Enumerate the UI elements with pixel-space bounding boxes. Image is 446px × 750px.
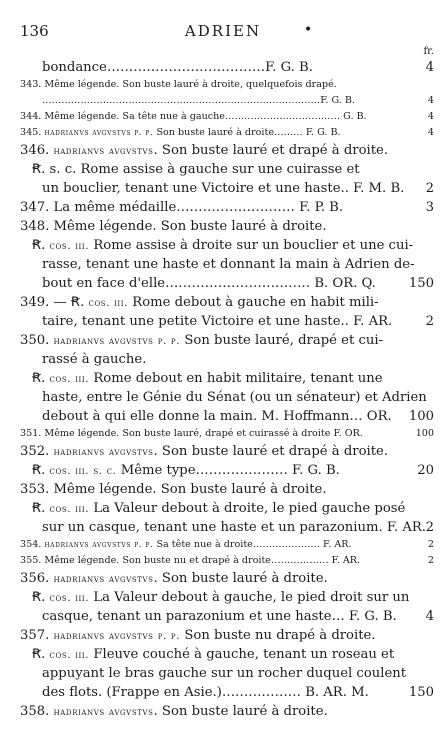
legend-small-caps: p. p. [134,540,154,550]
entry-line [0,350,446,369]
legend-small-caps: avgvstvs [92,540,132,550]
entry-text: 343. Même légende. Son buste lauré à droite, quelquefois drapé. [20,79,337,90]
entry-text: 356. hadrianvs avgvstvs. Son buste lauré à droite. [20,571,328,586]
entry-text: 350. hadrianvs avgvstvs p. p. Son buste lauré, drapé et cui- [20,333,383,348]
legend-small-caps: p. p. [134,128,154,138]
catalogue-entry [0,537,446,553]
entry-line [0,255,446,274]
entry-text: 353. Même légende. Son buste lauré à droite. [20,482,327,497]
price-value: 3 [425,200,434,215]
legend-small-caps: avgvstvs [109,446,154,458]
entry-text: bondance………………………………F. G. B. [42,60,313,75]
legend-small-caps: hadrianvs [53,446,105,458]
legend-small-caps: p. p. [157,335,181,347]
entry-line [0,588,446,607]
legend-small-caps: hadrianvs [53,573,105,585]
catalogue-entry [0,58,446,77]
legend-small-caps: avgvstvs [109,573,154,585]
legend-small-caps: cos. iii. [88,297,129,309]
entry-line [0,569,446,588]
entry-text: Ꞧ. cos. iii. La Valeur debout à gauche, le pied droit sur un [32,590,410,605]
entry-line [0,499,446,518]
entry-line [0,160,446,179]
entry-line [0,388,446,407]
catalogue-entry [0,236,446,293]
entry-line [0,645,446,664]
entry-text: taire, tenant une petite Victoire et une haste.. F. AR. [42,314,393,329]
legend-small-caps: avgvstvs [109,145,154,157]
entry-line [0,607,446,626]
legend-small-caps: cos. iii. [49,649,90,661]
entry-text: bout en face d'elle…………………………… B. OR. Q. [42,276,376,291]
legend-small-caps: hadrianvs [44,540,90,550]
price-value: 20 [417,463,434,478]
legend-small-caps: hadrianvs [53,335,105,347]
legend-small-caps: avgvstvs [109,630,154,642]
legend-small-caps: hadrianvs [53,630,105,642]
entry-text: 355. Même légende. Son buste nu et drapé à droite……………… F. AR. [20,555,361,566]
entry-text: rasse, tenant une haste et donnant la main à Adrien de- [42,257,415,272]
legend-small-caps: hadrianvs [53,706,105,718]
catalogue-entry [0,77,446,109]
entry-text: 354. hadrianvs avgvstvs p. p. Sa tête nue à droite………………… F. AR. [20,539,352,550]
entry-line [0,626,446,645]
entry-text: 351. Même légende. Son buste lauré, drapé et cuirassé à droite F. OR. [20,428,363,439]
price-value: 100 [415,428,434,439]
price-value: 2 [425,520,434,535]
catalogue-entry [0,331,446,369]
entry-line [0,702,446,721]
price-value: 2 [425,181,434,196]
price-value: 4 [427,127,434,138]
catalogue-entry [0,645,446,702]
catalogue-entry [0,569,446,588]
price-value: 150 [408,685,434,700]
entry-line [0,461,446,480]
running-title: ADRIEN [184,22,262,40]
legend-small-caps: avgvstvs [92,128,132,138]
catalogue-entry [0,125,446,141]
entry-text: sur un casque, tenant une haste et un parazonium. F. AR. [42,520,426,535]
ornament-mark: • [304,22,313,38]
entry-text: 349. — Ꞧ. cos. iii. Rome debout à gauche en habit mili- [20,295,379,310]
entry-text: Ꞧ. cos. iii. Fleuve couché à gauche, tenant un roseau et [32,647,395,662]
entry-line [0,293,446,312]
entry-text: 345. hadrianvs avgvstvs p. p. Son buste lauré à droite……… F. G. B. [20,127,341,138]
entry-line [0,312,446,331]
entry-line [0,518,446,537]
legend-small-caps: cos. iii. [49,240,90,252]
catalogue-entry [0,461,446,480]
entry-text: 352. hadrianvs avgvstvs. Son buste lauré et drapé à droite. [20,444,389,459]
entry-text: 357. hadrianvs avgvstvs p. p. Son buste nu drapé à droite. [20,628,376,643]
price-value: 4 [427,111,434,122]
catalogue-entry [0,141,446,160]
entry-text: 346. hadrianvs avgvstvs. Son buste lauré et drapé à droite. [20,143,389,158]
price-value: 150 [408,276,434,291]
legend-small-caps: cos. iii. [49,503,90,515]
catalogue-entry [0,293,446,331]
catalogue-entry [0,499,446,537]
entry-line [0,664,446,683]
price-value: 2 [425,314,434,329]
catalogue-entry [0,702,446,721]
price-value: 4 [425,609,434,624]
entry-text: Ꞧ. cos. iii. Rome assise à droite sur un bouclier et une cui- [32,238,414,253]
price-value: 4 [427,95,434,106]
entry-text: appuyant le bras gauche sur un rocher duquel coulent [42,666,407,681]
catalogue-entry [0,426,446,442]
legend-small-caps: avgvstvs [109,335,154,347]
entry-text: 348. Même légende. Son buste lauré à droite. [20,219,327,234]
entry-text: rassé à gauche. [42,352,147,367]
legend-small-caps: avgvstvs [109,706,154,718]
catalogue-entry [0,553,446,569]
entry-line [0,141,446,160]
legend-small-caps: hadrianvs [53,145,105,157]
entry-text: ……………………………………………………………………………F. G. B. [42,95,355,106]
page-number: 136 [20,22,49,40]
entry-line [0,179,446,198]
legend-small-caps: cos. iii. [49,592,90,604]
entry-text: Ꞧ. cos. iii. s. c. Même type………………… F. G. B. [32,463,340,478]
entry-line [0,217,446,236]
entry-line [0,236,446,255]
entry-line [0,93,446,109]
price-value: 2 [427,539,434,550]
entry-line [0,480,446,499]
catalogue-entry [0,198,446,217]
entry-text: 344. Même légende. Sa tête nue à gauche……………………………… G. B. [20,111,367,122]
entry-line [0,407,446,426]
entry-text: casque, tenant un parazonium et une haste… F. G. B. [42,609,397,624]
legend-small-caps: cos. iii. [49,465,90,477]
entry-text: 347. La même médaille……………………… F. P. B. [20,200,344,215]
coin-entries-list [0,58,446,721]
entry-text: Ꞧ. cos. iii. La Valeur debout à droite, le pied gauche posé [32,501,406,516]
entry-line [0,683,446,702]
entry-line [0,58,446,77]
entry-line [0,198,446,217]
entry-text: un bouclier, tenant une Victoire et une haste.. F. M. B. [42,181,405,196]
entry-text: debout à qui elle donne la main. M. Hoffmann… OR. [42,409,392,424]
catalogue-entry [0,626,446,645]
entry-line [0,77,446,93]
entry-line [0,125,446,141]
legend-small-caps: hadrianvs [44,128,90,138]
entry-text: des flots. (Frappe en Asie.)……………… B. AR. M. [42,685,369,700]
legend-small-caps: cos. iii. [49,373,90,385]
price-value: 4 [425,60,434,75]
price-value: 2 [427,555,434,566]
catalogue-entry [0,588,446,626]
entry-line [0,537,446,553]
catalogue-entry [0,369,446,426]
entry-line [0,442,446,461]
entry-line [0,369,446,388]
entry-line [0,331,446,350]
entry-line [0,274,446,293]
catalogue-entry [0,217,446,236]
entry-text: Ꞧ. cos. iii. Rome debout en habit militaire, tenant une [32,371,383,386]
entry-line [0,109,446,125]
legend-small-caps: s. c. [93,465,117,477]
price-column-header: fr. [423,46,434,57]
catalogue-entry [0,442,446,461]
price-value: 100 [408,409,434,424]
entry-text: haste, entre le Génie du Sénat (ou un sénateur) et Adrien [42,390,427,405]
legend-small-caps: p. p. [157,630,181,642]
entry-text: Ꞧ. s. c. Rome assise à gauche sur une cuirasse et [32,162,360,177]
catalogue-entry [0,480,446,499]
catalogue-entry [0,109,446,125]
entry-text: 358. hadrianvs avgvstvs. Son buste lauré à droite. [20,704,328,719]
entry-line [0,426,446,442]
page-header [20,22,426,42]
catalogue-entry [0,160,446,198]
entry-line [0,553,446,569]
